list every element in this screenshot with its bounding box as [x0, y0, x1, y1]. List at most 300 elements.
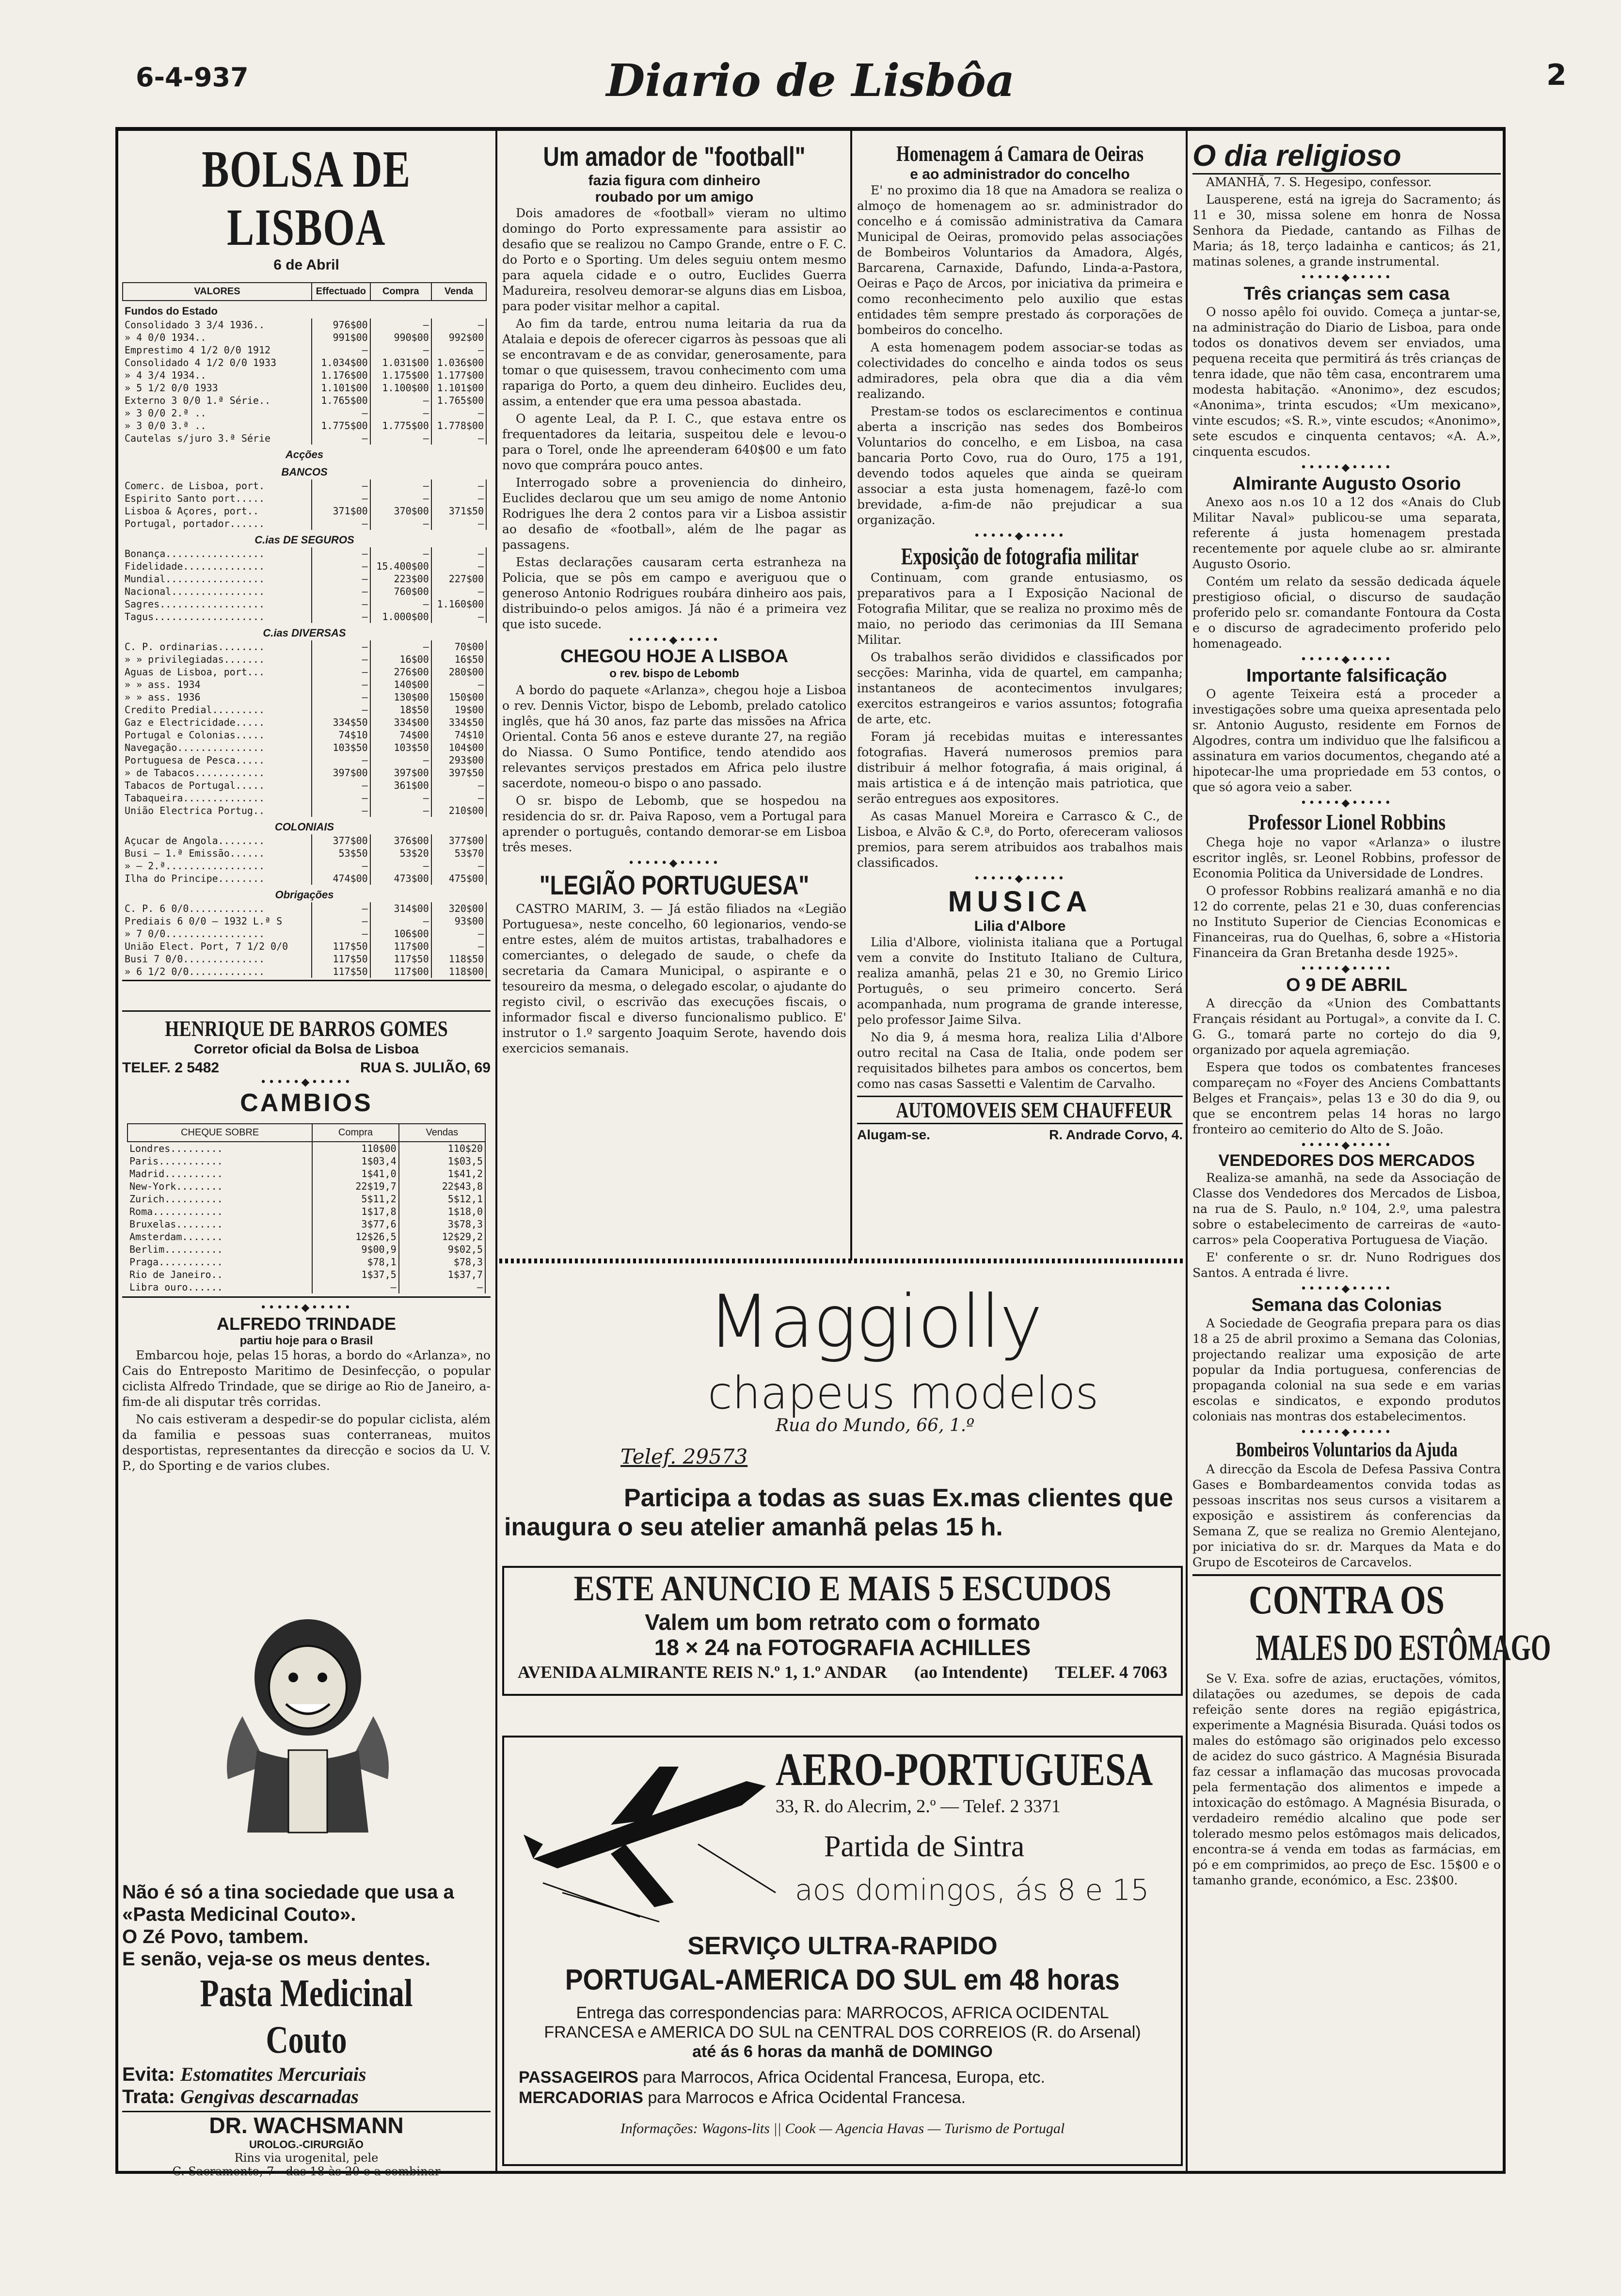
bolsa-price: 397$00: [312, 766, 370, 779]
masthead: Diario de Lisbôa: [606, 54, 1015, 107]
bolsa-row: [123, 754, 486, 766]
bolsa-price: 990$00: [370, 331, 431, 344]
religioso-p2: Lausperene, está na igreja do Sacramento; ás 11 e 30, missa solene em honra de Nossa Senhora da Piedade, cantando as Filhas de Maria; ás 18, terço ladainha e canticos; ás 21, matinas solenes, a grande instrumental.: [1192, 192, 1501, 269]
bolsa-price: 93$00: [431, 915, 486, 927]
bolsa-price: 276$00: [370, 666, 431, 678]
cambio-rate: —: [399, 1281, 485, 1293]
bolsa-security: » 4 3/4 1934..: [125, 369, 207, 381]
abril-p2: Espera que todos os combatentes franceses compareçam no «Foyer des Anciens Combattants Belges et Français», pelas 13 e 30 do dia 9, ou que se encontrem pelas 14 horas no largo fronteiro ao cemiterio do Alto de S. João.: [1192, 1060, 1501, 1136]
bolsa-row: [123, 804, 486, 817]
bolsa-price: 117$50: [312, 965, 370, 978]
bolsa-price: 377$00: [431, 834, 486, 847]
henrique-ad: [122, 1010, 491, 1076]
bolsa-security: Cautelas s/juro 3.ª Série: [125, 432, 271, 444]
bolsa-price: 760$00: [370, 585, 431, 598]
bolsa-price: 118$50: [431, 953, 486, 965]
bolsa-price: —: [431, 610, 486, 623]
automoveis-left: Alugam-se.: [857, 1127, 930, 1142]
trindade-p1: Embarcou hoje, pelas 15 horas, a bordo do «Arlanza», no Cais do Entreposto Maritimo de Desinfecção, o popular ciclista Alfredo Trindade, que se dirige ao Rio de Janeiro, a-fim-de ali disputar três corridas.: [122, 1348, 491, 1409]
football-paragraph: Ao fim da tarde, entrou numa leitaria da rua da Atalaia e depois de oferecer cigarros às pessoas que ali se encontravam e de as convidar, generosamente, para tomar o que quisessem, travou conhecimento com uma rapariga do Porto, a quem deu dinheiro. Euclides deu, assim, a entender que era uma pessoa abastada.: [502, 317, 846, 408]
football-body: [502, 206, 846, 632]
cambio-place: Amsterdam.......: [129, 1231, 223, 1243]
bolsa-section-heading: Acções: [285, 448, 324, 461]
bolsa-price: 1.177$00: [431, 369, 486, 382]
cambio-rate: 1$37,7: [399, 1268, 485, 1281]
cambio-rate: 5$11,2: [312, 1193, 398, 1205]
bolsa-price: —: [370, 547, 431, 560]
falsificacao-para: O agente Teixeira está a proceder a investigações sobre uma queixa apresentada pelo sr. Antonio Augusto, residente em Fornos de Algodres, contra um individuo que lhe falsificou a assinatura em varios documentos, chegando até a hipotecar-lhe uma propriedade em 53 contos, o que só agora veio a saber.: [1192, 687, 1501, 794]
cambio-rate: 110$00: [312, 1142, 398, 1155]
page-number: 2: [1546, 58, 1567, 92]
football-sub2: roubado por um amigo: [595, 189, 754, 205]
cambio-rate: 1$03,5: [399, 1155, 485, 1167]
bolsa-price: —: [370, 517, 431, 530]
cambio-rate: 3$77,6: [312, 1218, 398, 1230]
trindade-title: ALFREDO TRINDADE: [217, 1314, 396, 1334]
bolsa-price: 991$00: [312, 331, 370, 344]
bolsa-price: 53$50: [312, 847, 370, 860]
ornament: •••••◆•••••: [628, 857, 721, 869]
cambio-rate: —: [312, 1281, 398, 1293]
bolsa-row: [123, 703, 486, 716]
bolsa-price: 103$50: [312, 741, 370, 754]
bolsa-price: 314$00: [370, 902, 431, 915]
cambio-rate: 22$43,8: [399, 1180, 485, 1193]
bolsa-security: Portugal, portador......: [125, 518, 265, 529]
bolsa-row: [123, 394, 486, 407]
bolsa-row: [123, 953, 486, 965]
criancas-title: Três crianças sem casa: [1243, 284, 1450, 304]
bolsa-price: 293$00: [431, 754, 486, 766]
bolsa-security: C. P. ordinarias........: [125, 641, 265, 653]
bolsa-row: [123, 741, 486, 754]
bolsa-row: [123, 691, 486, 703]
aero-title: AERO-PORTUGUESA: [776, 1743, 1153, 1795]
bolsa-section-heading: BANCOS: [281, 466, 328, 478]
cambio-rate: 1$41,0: [312, 1167, 398, 1180]
bolsa-price: —: [312, 432, 370, 445]
bolsa-security: Consolidado 4 1/2 0/0 1933: [125, 357, 277, 368]
bolsa-price: —: [312, 344, 370, 356]
bolsa-row: [123, 792, 486, 804]
colonias-para: A Sociedade de Geografia prepara para os dias 18 a 25 de abril proximo a Semana das Colonias, projectando realizar uma exposição de arte popular da India portuguesa, conferencias de propaganda colonial na sua sede e em varias escolas e sindicatos, e expondo produtos coloniais nas montras dos estabelecimentos.: [1192, 1316, 1501, 1423]
cambio-place: Roma............: [129, 1206, 223, 1217]
maggiolly-ad: [504, 1270, 1183, 1556]
bolsa-price: 16$50: [431, 653, 486, 666]
bolsa-row: [123, 573, 486, 585]
bolsa-price: 1.765$00: [312, 394, 370, 407]
bolsa-row: [123, 653, 486, 666]
bispo-paragraph: O sr. bispo de Lebomb, que se hospedou na residencia do sr. dr. Paiva Raposo, vem a Portugal para aprender o português, contando demorar-se em Lisboa três meses.: [502, 794, 846, 854]
bolsa-price: 370$00: [370, 505, 431, 517]
pasta-line1: Não é só a tina sociedade que usa a «Pasta Medicinal Couto».: [122, 1881, 454, 1925]
bolsa-row: [123, 585, 486, 598]
bolsa-row: [123, 965, 486, 978]
ornament: •••••◆•••••: [1300, 963, 1393, 975]
achilles-title: ESTE ANUNCIO E MAIS 5 ESCUDOS: [573, 1569, 1112, 1609]
ornament: •••••◆•••••: [1300, 271, 1393, 284]
estomago-title2: MALES DO ESTÔMAGO: [1255, 1627, 1551, 1668]
bolsa-row: [123, 927, 486, 940]
bolsa-security: Credito Predial.........: [125, 704, 265, 716]
bolsa-security: » de Tabacos............: [125, 767, 265, 779]
bolsa-price: —: [431, 940, 486, 953]
bolsa-price: 334$00: [370, 716, 431, 729]
bolsa-security: » 5 1/2 0/0 1933: [125, 382, 218, 394]
ornament: •••••◆•••••: [973, 873, 1066, 885]
bolsa-price: —: [312, 666, 370, 678]
henrique-name: HENRIQUE DE BARROS GOMES: [165, 1016, 448, 1041]
henrique-address: RUA S. JULIÃO, 69: [360, 1060, 491, 1076]
bolsa-price: 1.034$00: [312, 356, 370, 369]
oeiras-paragraph: A esta homenagem podem associar-se todas as colectividades do concelho e ainda todos os seus admiradores, pela obra que dia a dia vêm realizando.: [857, 340, 1183, 401]
expo-paragraph: As casas Manuel Moreira e Carrasco & C., de Lisboa, e Alvão & C.ª, do Porto, ofereceram valiosos premios, para serem atribuidos aos trabalhos mais classificados.: [857, 809, 1183, 870]
musica-paragraph: Lilia d'Albore, violinista italiana que a Portugal vem a convite do Instituto Italiano de Cultura, realiza amanhã, pelas 21 e 30, no Gremio Lirico Português, o seu primeiro concerto. Será acompanhada, num programa de grande interesse, pelo professor Jaime Silva.: [857, 935, 1183, 1027]
cambio-row: [127, 1193, 485, 1205]
bolsa-row: [123, 369, 486, 382]
column-rule-1: [495, 131, 497, 1260]
bolsa-security: Mundial.................: [125, 573, 265, 585]
legiao-title: "LEGIÃO PORTUGUESA": [539, 870, 810, 900]
bolsa-price: 103$50: [370, 741, 431, 754]
football-sub1: fazia figura com dinheiro: [588, 173, 761, 189]
bolsa-section-heading: C.ias DE SEGUROS: [254, 534, 354, 546]
bolsa-price: 16$00: [370, 653, 431, 666]
bolsa-row: [123, 678, 486, 691]
bolsa-row: [123, 505, 486, 517]
bolsa-price: —: [312, 860, 370, 872]
criancas-para: O nosso apêlo foi ouvido. Começa a juntar-se, na administração do Diario de Lisboa, para onde todos os donativos devem ser enviados, uma pequena receita que permitirá ás três crianças de tenra idade, que não têm casa, encontrarem uma modesta habitação. «Anonimo», dez escudos; «Anonima», trinta escudos; «Um mexicano», vinte escudos; «S. R.», vinte escudos; «Anonimo», sete escudos e cinquenta centavos; «A. A.», cinquenta escudos.: [1192, 305, 1501, 459]
bolsa-row: [123, 407, 486, 419]
bolsa-price: —: [431, 560, 486, 573]
issue-date: 6-4-937: [136, 62, 249, 93]
bolsa-security: » » ass. 1934: [125, 679, 201, 690]
bolsa-row: [123, 492, 486, 505]
bolsa-price: 1.176$00: [312, 369, 370, 382]
expo-body: [857, 570, 1183, 871]
bolsa-row: [123, 902, 486, 915]
bolsa-row: [123, 666, 486, 678]
cambio-rate: 1$37,5: [312, 1268, 398, 1281]
bolsa-price: —: [370, 860, 431, 872]
bolsa-price: —: [370, 792, 431, 804]
bolsa-price: —: [370, 407, 431, 419]
bolsa-title: BOLSA DE LISBOA: [202, 141, 411, 256]
bolsa-price: —: [370, 344, 431, 356]
cambio-rate: 12$26,5: [312, 1230, 398, 1243]
cambio-place: Zurich..........: [129, 1193, 223, 1205]
ornament: •••••◆•••••: [1300, 654, 1393, 666]
musica-paragraph: No dia 9, á mesma hora, realiza Lilia d'Albore outro recital na Casa de Italia, onde podem ser requisitados bilhetes para ambos os concertos, bem como nas casas Sassetti e Valentim de Carvalho.: [857, 1030, 1183, 1091]
musica-title: MUSICA: [948, 885, 1092, 918]
bolsa-row: [123, 547, 486, 560]
ornament: •••••◆•••••: [1300, 797, 1393, 809]
bolsa-price: 1.775$00: [312, 419, 370, 432]
achilles-line2: 18 × 24 na FOTOGRAFIA ACHILLES: [654, 1635, 1031, 1660]
achilles-ad: [502, 1566, 1183, 1696]
bolsa-security: Navegação...............: [125, 742, 265, 753]
aero-info: Informações: Wagons-lits || Cook — Agencia Havas — Turismo de Portugal: [620, 2121, 1065, 2137]
bolsa-security: » » privilegiadas.......: [125, 654, 265, 665]
pasta-line3: E senão, veja-se os meus dentes.: [122, 1948, 430, 1970]
bispo-body: [502, 683, 846, 855]
aero-ad: [502, 1736, 1183, 2166]
bolsa-row: [123, 517, 486, 530]
aero-domingos: aos domingos, ás 8 e 15: [795, 1873, 1149, 1907]
bolsa-price: 361$00: [370, 779, 431, 792]
achilles-line1: Valem um bom retrato com o formato: [645, 1610, 1040, 1635]
bolsa-price: —: [370, 432, 431, 445]
cambio-rate: 5$12,1: [399, 1193, 485, 1205]
bolsa-price: —: [312, 492, 370, 505]
bolsa-price: —: [370, 598, 431, 610]
cambios-title: CAMBIOS: [240, 1089, 373, 1117]
column-3: [857, 141, 1183, 1251]
ornament: •••••◆•••••: [260, 1302, 353, 1314]
bolsa-security: » » ass. 1936: [125, 691, 201, 703]
cambio-row: [127, 1205, 485, 1218]
bolsa-price: 1.101$00: [431, 382, 486, 394]
wachsmann-line2: C. Sacramento, 7—das 18 às 20 e a combinar: [172, 2165, 441, 2178]
achilles-address: AVENIDA ALMIRANTE REIS N.º 1, 1.º ANDAR: [517, 1662, 888, 1682]
bolsa-security: Prediais 6 0/0 — 1932 L.ª S: [125, 915, 283, 927]
bolsa-price: 397$00: [370, 766, 431, 779]
passageiros-label: PASSAGEIROS: [519, 2068, 638, 2087]
aero-entrega3: até ás 6 horas da manhã de DOMINGO: [692, 2042, 993, 2061]
bolsa-security: C. P. 6 0/0.............: [125, 903, 265, 914]
bolsa-price: 18$50: [370, 703, 431, 716]
bolsa-security: Tagus...................: [125, 611, 265, 622]
bolsa-price: —: [312, 792, 370, 804]
football-title: Um amador de "football": [543, 141, 806, 172]
bolsa-price: —: [370, 640, 431, 653]
cambio-row: [127, 1256, 485, 1268]
bolsa-price: —: [312, 915, 370, 927]
cambio-rate: 1$18,0: [399, 1205, 485, 1218]
maggiolly-script: chapeus modelos: [708, 1367, 1099, 1419]
bolsa-security: Nacional................: [125, 586, 265, 597]
bolsa-price: —: [370, 754, 431, 766]
cambio-rate: $78,3: [399, 1256, 485, 1268]
cambio-rate: 1$17,8: [312, 1205, 398, 1218]
bolsa-price: 140$00: [370, 678, 431, 691]
bolsa-price: 15.400$00: [370, 560, 431, 573]
vendedores-title: VENDEDORES DOS MERCADOS: [1218, 1151, 1475, 1170]
col-cheque: CHEQUE SOBRE: [127, 1124, 312, 1142]
bolsa-security: Busi — 1.ª Emissão......: [125, 847, 265, 859]
airplane-illustration: [514, 1747, 785, 1922]
pasta-brand: Pasta Medicinal Couto: [200, 1972, 413, 2061]
bolsa-security: União Electrica Portug..: [125, 805, 265, 816]
cambio-rate: 12$29,2: [399, 1230, 485, 1243]
osorio-title: Almirante Augusto Osorio: [1232, 474, 1461, 494]
bispo-title: CHEGOU HOJE A LISBOA: [560, 646, 789, 667]
bolsa-price: 117$00: [370, 940, 431, 953]
robbins-p1: Chega hoje no vapor «Arlanza» o ilustre escritor inglês, sr. Leonel Robbins, professor de Economia Politica da Universidade de Londres.: [1192, 835, 1501, 880]
bolsa-price: —: [312, 804, 370, 817]
bolsa-row: [123, 860, 486, 872]
bispo-paragraph: A bordo do paquete «Arlanza», chegou hoje a Lisboa o rev. Dennis Victor, bispo de Lebomb, prelado catolico inglês, que há 30 anos, faz parte das missões na Africa Oriental. Conta 56 anos e esteve durante 27, na região do Niassa. O Sumo Pontifice, tendo atendido aos relevantes serviços prestados em Africa pelo ilustre sacerdote, nomeou-o bispo o ano passado.: [502, 683, 846, 790]
osorio-p2: Contém um relato da sessão dedicada áquele prestigioso oficial, o discurso de saudação proferido pelo sr. comandante Fontoura da Costa e o discurso de agradecimento proferido pelo homenageado.: [1192, 574, 1501, 651]
ornament: •••••◆•••••: [628, 634, 721, 646]
ornament: •••••◆•••••: [973, 530, 1066, 542]
bolsa-security: Tabaqueira..............: [125, 792, 265, 804]
bolsa-price: 397$50: [431, 766, 486, 779]
bolsa-price: 1.031$00: [370, 356, 431, 369]
bolsa-security: Comerc. de Lisboa, port.: [125, 480, 265, 492]
bolsa-price: 74$10: [312, 729, 370, 741]
bolsa-price: 280$00: [431, 666, 486, 678]
aero-entrega1: Entrega das correspondencias para: MARROCOS, AFRICA OCIDENTAL: [576, 2004, 1109, 2022]
cambio-row: [127, 1268, 485, 1281]
oeiras-body: [857, 183, 1183, 528]
wachsmann-spec: UROLOG.-CIRURGIÃO: [249, 2138, 364, 2151]
bolsa-price: —: [312, 573, 370, 585]
bolsa-price: —: [370, 804, 431, 817]
aero-partida: Partida de Sintra: [824, 1830, 1025, 1863]
bolsa-price: 334$50: [312, 716, 370, 729]
aero-servico: SERVIÇO ULTRA-RAPIDO: [687, 1932, 998, 1960]
evita-label: Evita:: [122, 2064, 175, 2085]
bolsa-price: 377$00: [312, 834, 370, 847]
bolsa-price: —: [312, 407, 370, 419]
bolsa-price: —: [431, 432, 486, 445]
falsificacao-title: Importante falsificação: [1246, 666, 1447, 686]
bolsa-price: 70$00: [431, 640, 486, 653]
robbins-p2: O professor Robbins realizará amanhã e no dia 12 do corrente, pelas 21 e 30, duas conferencias no Instituto Superior de Ciencias Economicas e Financeiras, rua do Quelhas, 6, sobre a «Historia Financeira da Gran Bretanha desde 1925».: [1192, 884, 1501, 960]
bolsa-price: —: [431, 407, 486, 419]
cambio-place: Madrid..........: [129, 1168, 223, 1180]
bolsa-security: » 7 0/0.................: [125, 928, 265, 940]
robbins-title: Professor Lionel Robbins: [1248, 810, 1446, 834]
aero-address: 33, R. do Alecrim, 2.º — Telef. 2 3371: [776, 1796, 1061, 1817]
bolsa-price: —: [431, 678, 486, 691]
maggiolly-line1: Participa a todas as suas Ex.mas clientes que: [624, 1484, 1173, 1512]
col-vendas: Vendas: [399, 1124, 485, 1142]
automoveis-title: AUTOMOVEIS SEM CHAUFFEUR: [857, 1096, 1183, 1124]
religioso-title: O dia religioso: [1192, 139, 1501, 175]
bolsa-price: —: [431, 779, 486, 792]
legiao-para: CASTRO MARIM, 3. — Já estão filiados na «Legião Portuguesa», neste concelho, 60 legionarios, vendo-se entre estes, além de muitos artistas, trabalhadores e comerciantes, o delegado de saude, o chefe da secretaria da Camara Municipal, o aspirante e o tesoureiro da mesma, o delegado escolar, o ajudante do registo civil, o escrivão das execuções fiscais, o informador fiscal e diverso funcionalismo publico. E' instrutor o 1.º sargento Joaquim Serote, havendo dois exercicios semanais.: [502, 902, 846, 1055]
cambio-row: [127, 1218, 485, 1230]
bolsa-price: 1.775$00: [370, 419, 431, 432]
bolsa-row: [123, 598, 486, 610]
ornament: •••••◆•••••: [1300, 1283, 1393, 1295]
bolsa-price: 150$00: [431, 691, 486, 703]
bolsa-price: 117$00: [370, 965, 431, 978]
bolsa-price: —: [312, 479, 370, 492]
wachsmann-name: DR. WACHSMANN: [209, 2113, 404, 2138]
bolsa-price: 130$00: [370, 691, 431, 703]
maggiolly-address: Rua do Mundo, 66, 1.º: [776, 1416, 975, 1435]
cambio-rate: 9$02,5: [399, 1243, 485, 1256]
bolsa-price: —: [431, 860, 486, 872]
mercadorias-label: MERCADORIAS: [519, 2089, 643, 2107]
bolsa-price: 117$50: [370, 953, 431, 965]
ajuda-para: A direcção da Escola de Defesa Passiva Contra Gases e Bombardeamentos convida todas as pessoas inscritas nos seus cursos a visitarem a exposição e assistirem ás conferencias da Semana Z, que se realiza no Gremio Alentejano, por iniciativa do sr. dr. Marques da Mata e do Grupo de Escoteiros de Carcavelos.: [1192, 1462, 1501, 1569]
cambio-rate: 3$78,3: [399, 1218, 485, 1230]
bolsa-price: —: [431, 792, 486, 804]
bolsa-price: —: [312, 585, 370, 598]
bolsa-price: —: [431, 479, 486, 492]
bolsa-row: [123, 729, 486, 741]
column-bolsa: [122, 141, 491, 1473]
cambio-row: [127, 1167, 485, 1180]
expo-paragraph: Os trabalhos serão divididos e classificados por secções: Marinha, vida de quartel, em campanha; instantaneos de acontecimentos invulgares; exercitos estrangeiros e varios assuntos; fotografia de arte, etc.: [857, 650, 1183, 726]
column-2: [502, 141, 846, 1251]
bolsa-price: 1.101$00: [312, 382, 370, 394]
bolsa-price: 19$00: [431, 703, 486, 716]
trata-label: Trata:: [122, 2086, 175, 2107]
bolsa-security: » 3 0/0 3.ª ..: [125, 420, 207, 431]
cambio-row: [127, 1243, 485, 1256]
bolsa-security: Espirito Santo port.....: [125, 493, 265, 504]
cambio-row: [127, 1155, 485, 1167]
bolsa-row: [123, 834, 486, 847]
achilles-note: (ao Intendente): [914, 1662, 1028, 1682]
bolsa-row: [123, 779, 486, 792]
pasta-line2: O Zé Povo, tambem.: [122, 1926, 309, 1947]
ornament: •••••◆•••••: [260, 1076, 353, 1088]
bolsa-security: Sagres..................: [125, 598, 265, 610]
bolsa-price: 223$00: [370, 573, 431, 585]
bolsa-price: 320$00: [431, 902, 486, 915]
bolsa-price: —: [431, 492, 486, 505]
musica-body: [857, 935, 1183, 1092]
bolsa-row: [123, 331, 486, 344]
bolsa-security: União Elect. Port, 7 1/2 0/0: [125, 941, 288, 952]
bolsa-price: 376$00: [370, 834, 431, 847]
abril-title: O 9 DE ABRIL: [1286, 975, 1407, 995]
bolsa-row: [123, 479, 486, 492]
bolsa-price: 227$00: [431, 573, 486, 585]
bolsa-price: 53$70: [431, 847, 486, 860]
col-effectuado: Effectuado: [312, 283, 370, 301]
bolsa-price: 74$10: [431, 729, 486, 741]
bolsa-price: 53$20: [370, 847, 431, 860]
bolsa-section-heading: C.ias DIVERSAS: [263, 627, 346, 639]
bolsa-security: Fidelidade..............: [125, 560, 265, 572]
cambio-row: [127, 1281, 485, 1293]
cambio-row: [127, 1142, 485, 1155]
ornament: •••••◆•••••: [1300, 1426, 1393, 1438]
trindade-p2: No cais estiveram a despedir-se do popular ciclista, além da familia e pessoas suas conterraneas, muitos desportistas, representantes da direcção e socios da U. V. P., do Sporting e de varios clubes.: [122, 1412, 491, 1473]
bolsa-price: 1.765$00: [431, 394, 486, 407]
column-rule-1b: [495, 1260, 497, 2171]
bolsa-price: —: [431, 319, 486, 331]
musica-subtitle: Lilia d'Albore: [974, 918, 1066, 934]
vendedores-p2: E' conferente o sr. dr. Nuno Rodrigues dos Santos. A entrada é livre.: [1192, 1250, 1501, 1280]
ornament: •••••◆•••••: [1300, 1139, 1393, 1151]
bolsa-price: —: [312, 598, 370, 610]
bolsa-row: [123, 356, 486, 369]
bolsa-security: Bonança.................: [125, 548, 265, 559]
aero-route: PORTUGAL-AMERICA DO SUL em 48 horas: [565, 1963, 1120, 1996]
cambio-place: Praga...........: [129, 1256, 223, 1268]
bolsa-price: —: [312, 653, 370, 666]
cambio-place: Paris...........: [129, 1155, 223, 1167]
bolsa-row: [123, 915, 486, 927]
bolsa-price: —: [370, 915, 431, 927]
bolsa-price: —: [312, 517, 370, 530]
bolsa-price: —: [431, 547, 486, 560]
bolsa-row: [123, 610, 486, 623]
maggiolly-phone: Telef. 29573: [620, 1445, 748, 1468]
cambio-rate: 22$19,7: [312, 1180, 398, 1193]
maggiolly-brand: Maggiolly: [708, 1280, 1042, 1364]
ornament: •••••◆•••••: [1300, 462, 1393, 474]
bolsa-price: —: [431, 927, 486, 940]
